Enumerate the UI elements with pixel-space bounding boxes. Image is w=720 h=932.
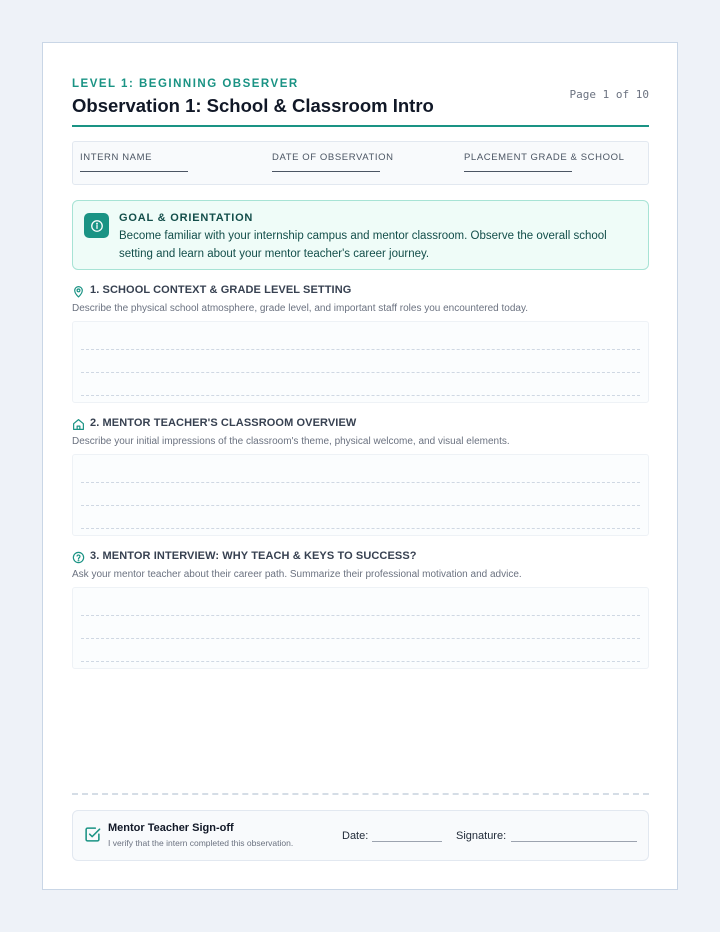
section-header <box>72 284 649 300</box>
mentor-signoff-panel <box>72 810 649 861</box>
info-icon <box>84 213 109 238</box>
writing-line <box>81 615 640 616</box>
signoff-title: Mentor Teacher Sign-off <box>108 822 234 834</box>
signoff-signature-line[interactable] <box>511 841 637 842</box>
help-circle-icon <box>72 551 85 564</box>
placement-field[interactable] <box>464 152 644 172</box>
signoff-signature-label: Signature: <box>456 830 507 842</box>
section-classroom-overview <box>72 417 649 447</box>
goal-title: GOAL & ORIENTATION <box>119 212 254 224</box>
writing-line <box>81 349 640 350</box>
level-label: LEVEL 1: BEGINNING OBSERVER <box>72 78 299 90</box>
page-header <box>72 77 649 127</box>
response-area[interactable] <box>72 587 649 669</box>
signoff-date-line[interactable] <box>372 841 442 842</box>
writing-line <box>81 661 640 662</box>
section-description: Ask your mentor teacher about their career path. Summarize their professional motivation and advice. <box>72 569 522 580</box>
observation-date-label: DATE OF OBSERVATION <box>272 152 394 163</box>
section-school-context <box>72 284 649 314</box>
writing-line <box>81 482 640 483</box>
page-indicator: Page 1 of 10 <box>569 88 649 101</box>
signoff-date-label: Date: <box>342 830 369 842</box>
writing-line <box>81 528 640 529</box>
home-icon <box>72 418 85 431</box>
signoff-subtitle: I verify that the intern completed this observation. <box>108 838 294 848</box>
intern-name-label: INTERN NAME <box>80 152 153 163</box>
intern-name-field[interactable] <box>80 152 260 172</box>
section-description: Describe the physical school atmosphere, grade level, and important staff roles you encountered today. <box>72 303 529 314</box>
check-square-icon <box>84 826 101 843</box>
section-header <box>72 417 649 433</box>
goal-body: Become familiar with your internship campus and mentor classroom. Observe the overall school setting and learn about your mentor teacher's career journey. <box>119 230 607 260</box>
writing-line <box>81 638 640 639</box>
section-title: 3. MENTOR INTERVIEW: WHY TEACH & KEYS TO SUCCESS? <box>90 550 417 562</box>
writing-line <box>81 505 640 506</box>
map-pin-icon <box>72 285 85 298</box>
response-area[interactable] <box>72 454 649 536</box>
goal-callout <box>72 200 649 270</box>
section-header <box>72 550 649 566</box>
response-area[interactable] <box>72 321 649 403</box>
placement-line[interactable] <box>464 171 572 172</box>
intern-name-line[interactable] <box>80 171 188 172</box>
section-title: 2. MENTOR TEACHER'S CLASSROOM OVERVIEW <box>90 417 357 429</box>
writing-line <box>81 372 640 373</box>
intern-info-row <box>72 141 649 185</box>
section-description: Describe your initial impressions of the classroom's theme, physical welcome, and visual elements. <box>72 436 510 447</box>
page-title: Observation 1: School & Classroom Intro <box>72 95 434 116</box>
worksheet-page <box>42 42 678 890</box>
observation-date-field[interactable] <box>272 152 452 172</box>
writing-line <box>81 395 640 396</box>
placement-label: PLACEMENT GRADE & SCHOOL <box>464 152 625 163</box>
section-title: 1. SCHOOL CONTEXT & GRADE LEVEL SETTING <box>90 284 352 296</box>
observation-date-line[interactable] <box>272 171 380 172</box>
section-mentor-interview <box>72 550 649 580</box>
signoff-divider <box>72 793 649 795</box>
